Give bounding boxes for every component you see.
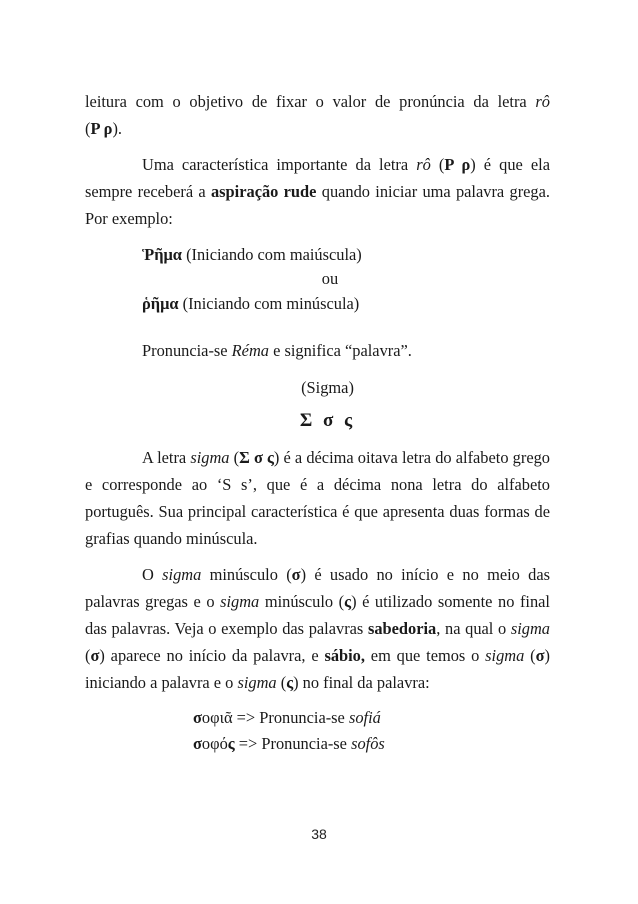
- example-or: ou: [321, 269, 339, 288]
- example-sophos: σοφός => Pronuncia-se sofôs: [193, 734, 385, 753]
- paragraph-continuation: leitura com o objetivo de fixar o valor de pronúncia da letra rô (Ρ ρ).: [85, 92, 550, 138]
- paragraph-sigma-intro: A letra sigma (Σ σ ς) é a décima oitava letra do alfabeto grego e corresponde ao ‘S s’, que é a décima nona letra do alfabeto português. Sua principal característica é que apresenta duas formas de grafias quando minúscula.: [85, 448, 550, 548]
- document-body: [85, 88, 550, 757]
- example-lowercase: ῥῆμα (Iniciando com minúscula): [142, 294, 360, 313]
- pronunciation-note: Pronuncia-se Réma e significa “palavra”.: [142, 341, 412, 360]
- example-uppercase: Ῥῆμα (Iniciando com maiúscula): [142, 245, 362, 264]
- example-sophia: σοφιᾶ => Pronuncia-se sofiá: [193, 708, 381, 727]
- sigma-letters: Σ σ ς: [299, 410, 356, 431]
- section-title-sigma: (Sigma): [301, 378, 354, 397]
- paragraph-sigma-forms: O sigma minúsculo (σ) é usado no início e no meio das palavras gregas e o sigma minúsculo (ς) é utilizado somente no final das palavras. Veja o exemplo das palavras sabedoria, na qual o sigma (σ) aparece no início da palavra, e sábio, em que temos o sigma (σ) iniciando a palavra e o sigma (ς) no final da palavra:: [85, 565, 550, 692]
- paragraph-rho-aspiration: Uma característica importante da letra rô (Ρ ρ) é que ela sempre receberá a aspiração rude quando iniciar uma palavra grega. Por exemplo:: [85, 155, 550, 228]
- page-number: 38: [311, 826, 327, 842]
